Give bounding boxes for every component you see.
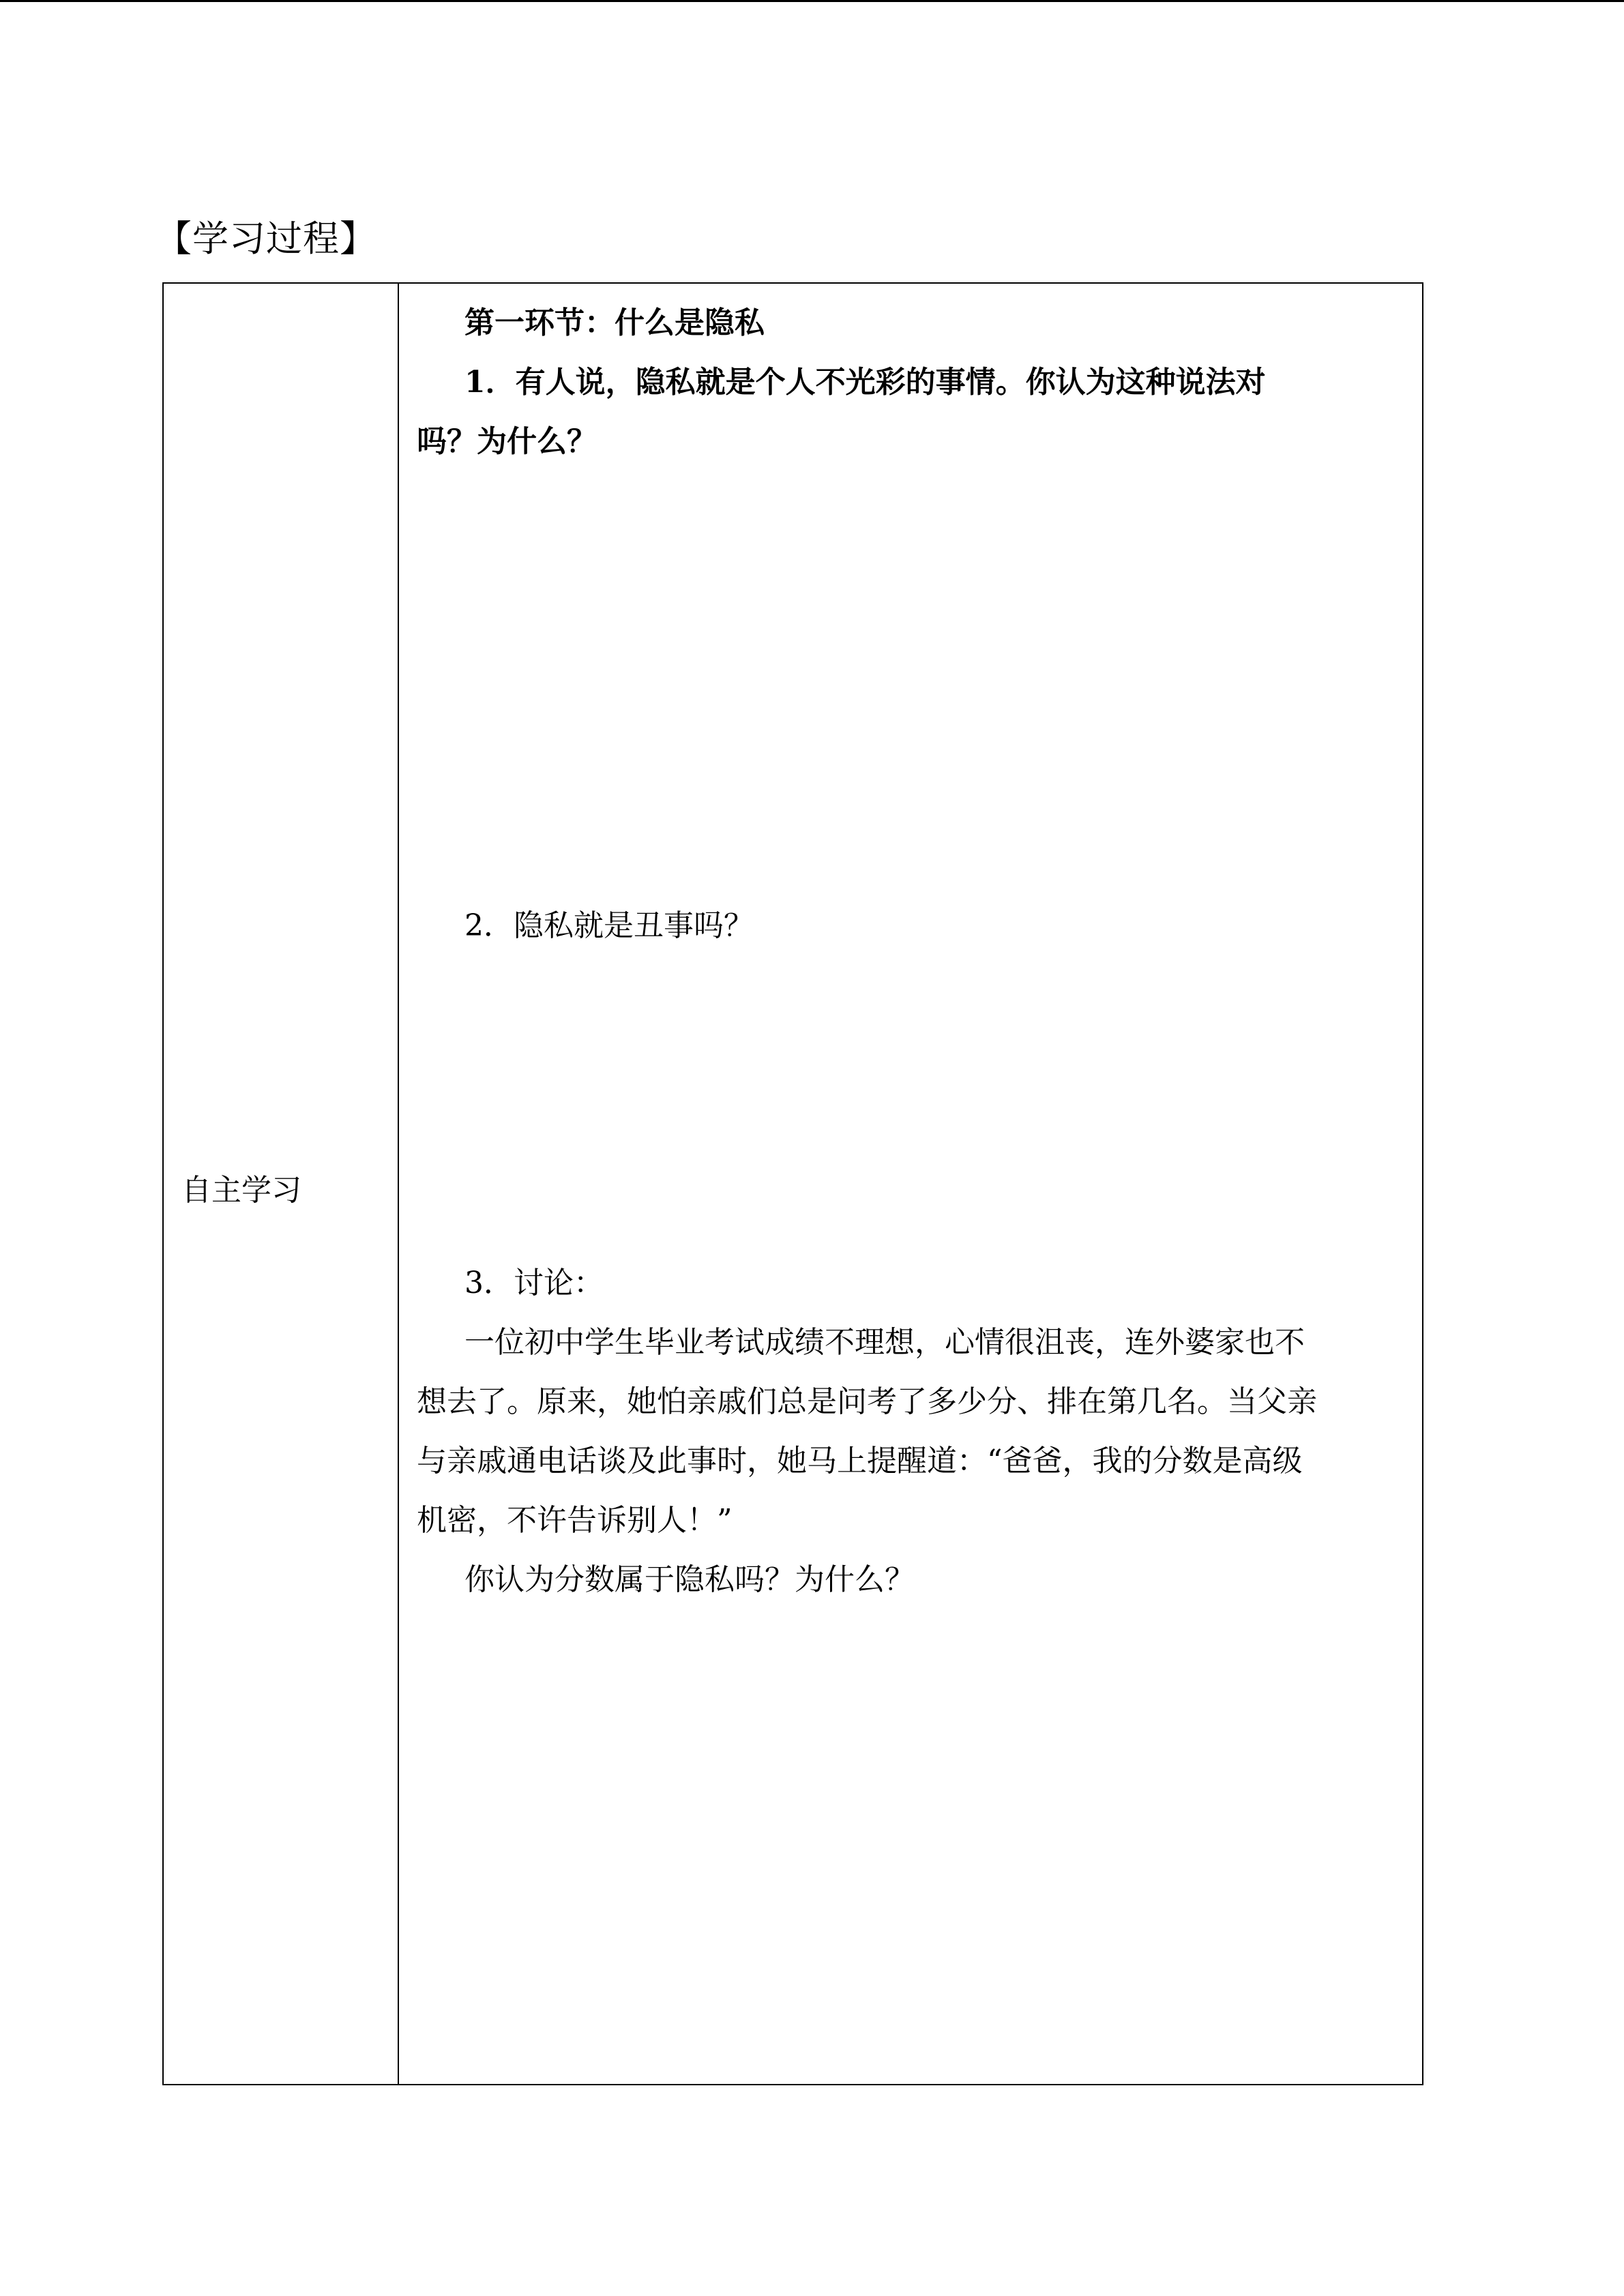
story-line-4: 机密，不许告诉别人！” [417,1503,733,1538]
question-3-title: 3．讨论： [464,1266,604,1300]
question-2: 2．隐私就是丑事吗？ [464,908,754,943]
label-cell [164,284,399,2084]
story-line-3: 与亲戚通电话谈及此事时，她马上提醒道：“爸爸，我的分数是高级 [417,1444,1303,1478]
label-self-study: 自主学习 [181,1173,301,1208]
question-3-prompt: 你认为分数属于隐私吗？为什么？ [464,1562,915,1597]
question-1-line-1: 1．有人说，隐私就是个人不光彩的事情。你认为这种说法对 [464,365,1266,400]
top-border-line [0,0,1624,2]
question-1-line-2: 吗？为什么？ [417,424,597,459]
story-line-2: 想去了。原来，她怕亲戚们总是问考了多少分、排在第几名。当父亲 [417,1384,1317,1419]
content-cell [399,284,1422,2084]
section-heading: 【学习过程】 [156,218,377,260]
learning-process-table [162,282,1423,2085]
section-title: 第一环节：什么是隐私 [464,305,765,340]
story-line-1: 一位初中学生毕业考试成绩不理想，心情很沮丧，连外婆家也不 [464,1325,1305,1360]
